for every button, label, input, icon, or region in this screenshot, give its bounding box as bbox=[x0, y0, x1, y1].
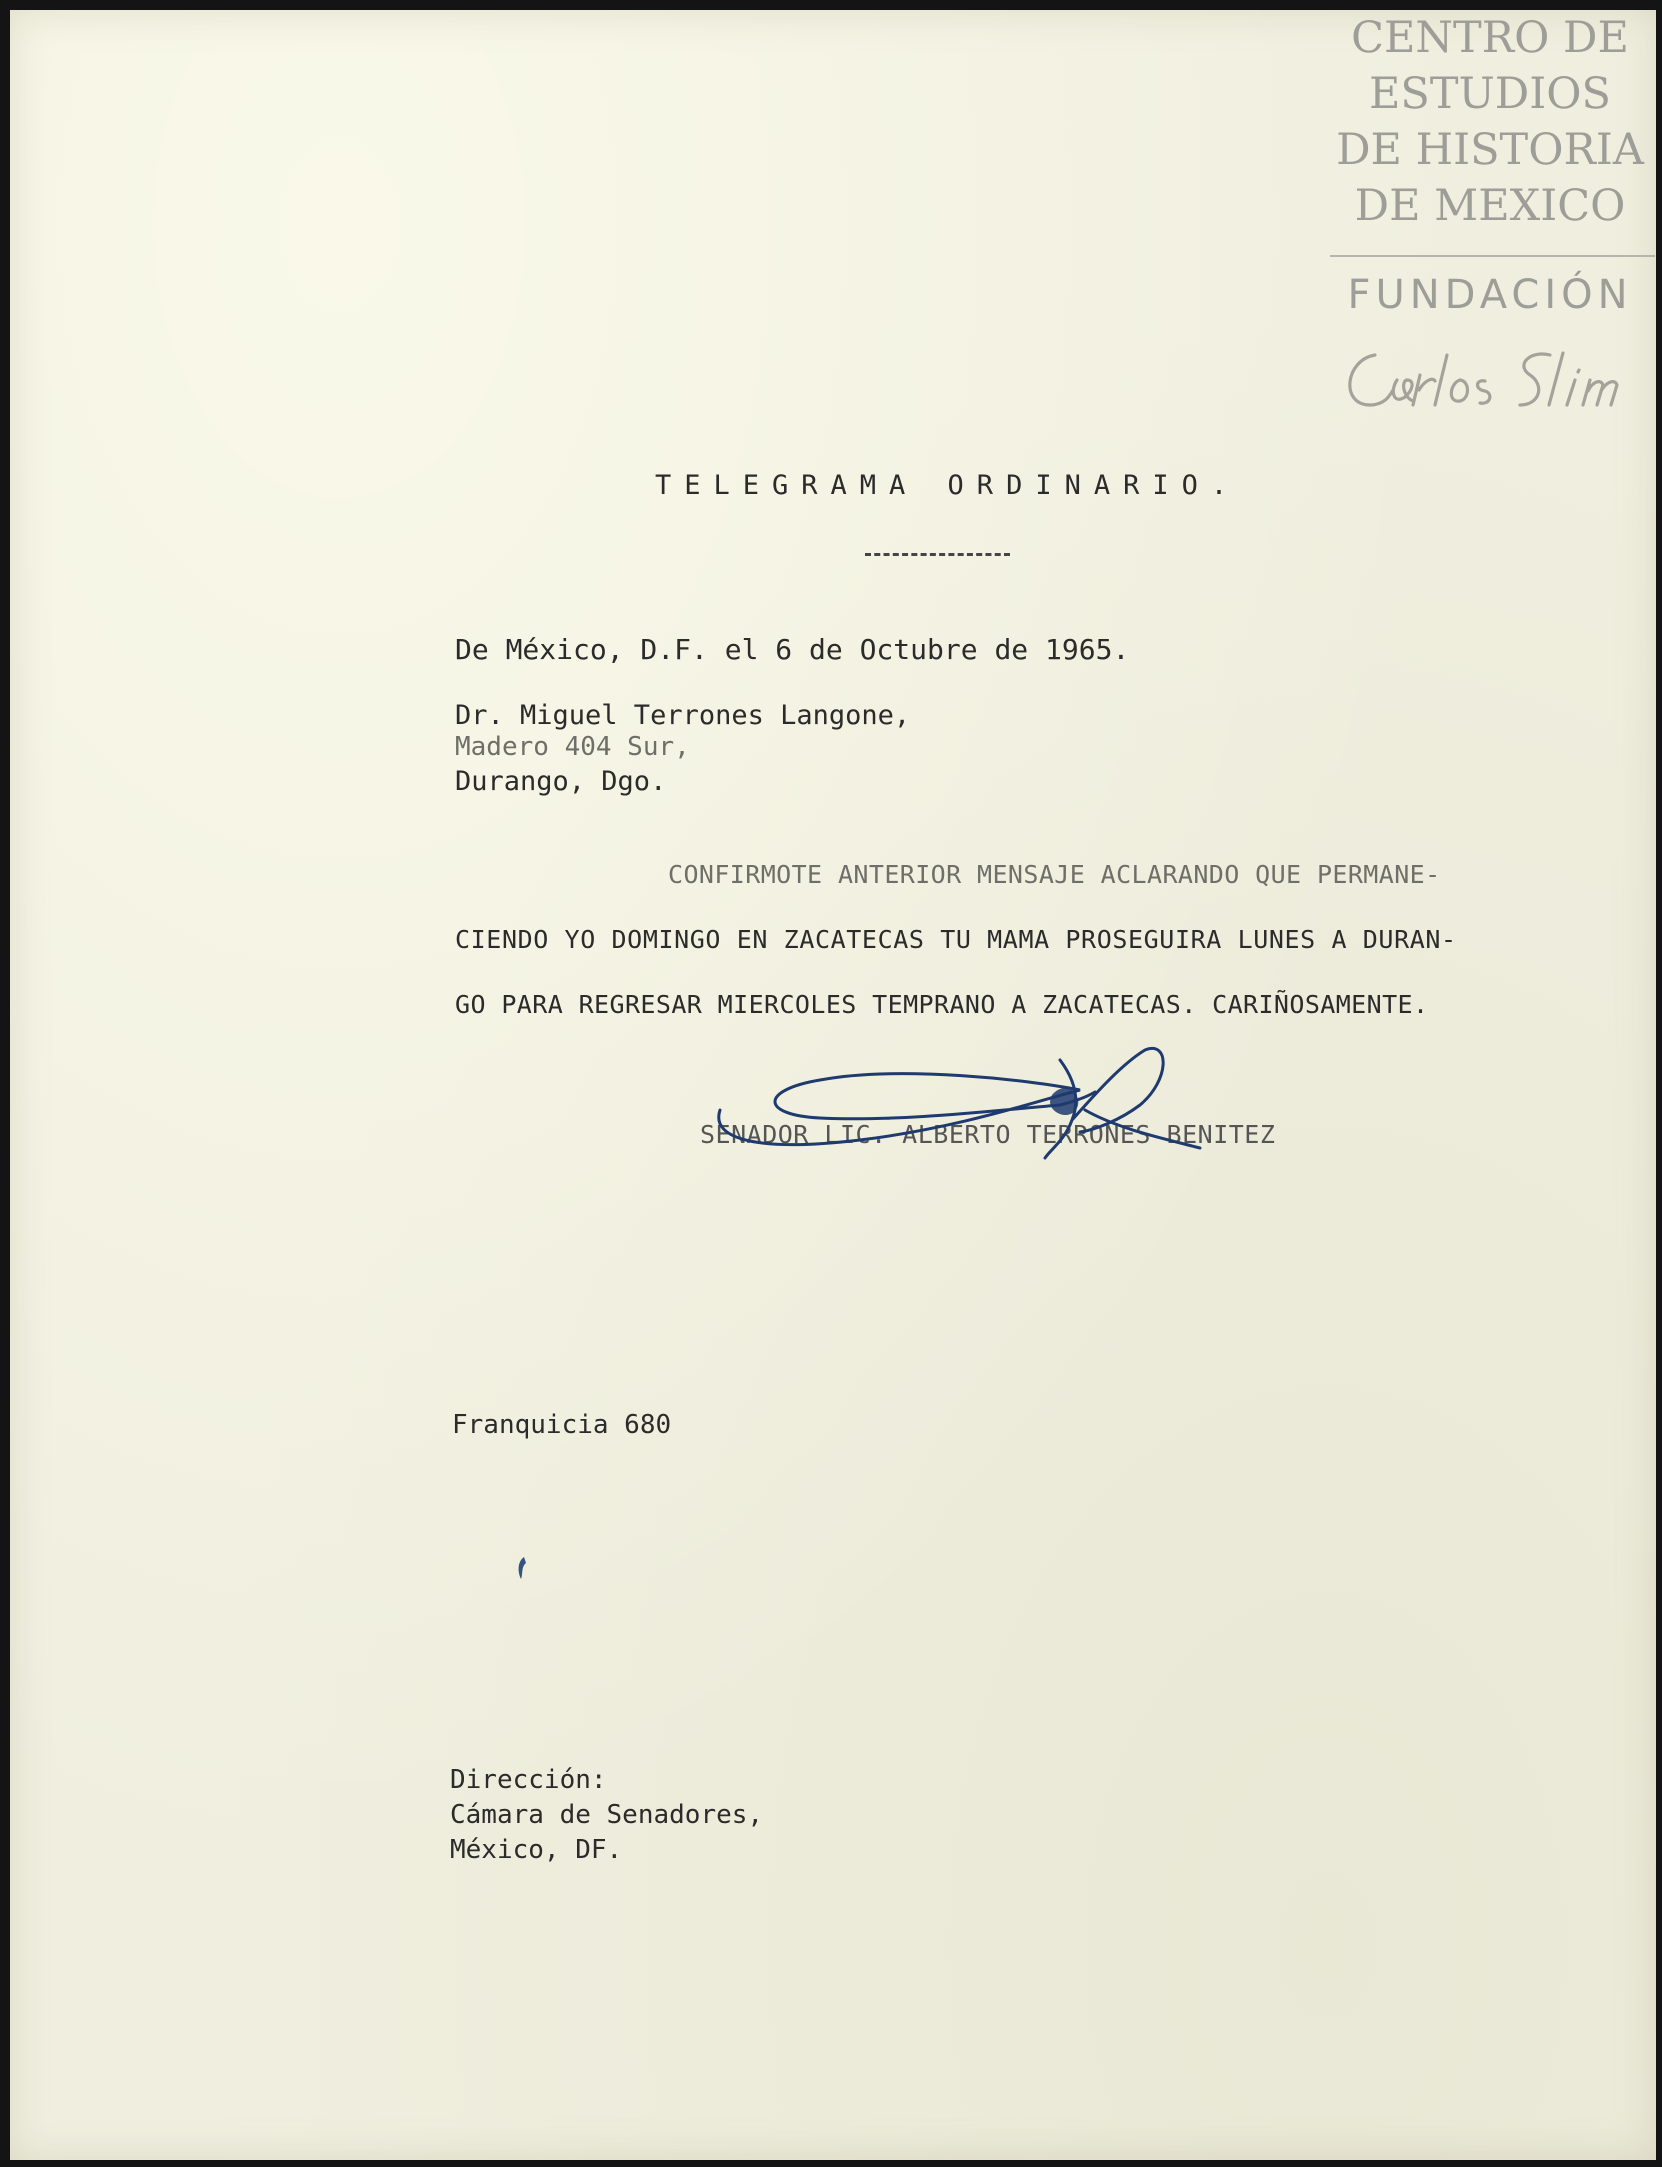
recipient-city: Durango, Dgo. bbox=[455, 766, 667, 797]
signer-name: SENADOR LIC. ALBERTO TERRONES BENITEZ bbox=[700, 1120, 1276, 1149]
message-line-2: CIENDO YO DOMINGO EN ZACATECAS TU MAMA PROSEGUIRA LUNES A DURAN- bbox=[455, 925, 1457, 954]
recipient-name: Dr. Miguel Terrones Langone, bbox=[455, 700, 911, 731]
ink-blot-mark bbox=[515, 1555, 529, 1581]
handwritten-signature bbox=[700, 1040, 1260, 1190]
telegram-title: TELEGRAMA ORDINARIO. bbox=[655, 470, 1241, 501]
stamp-line-4: DE MEXICO bbox=[1354, 181, 1626, 231]
stamp-divider bbox=[1330, 255, 1655, 257]
stamp-signature-logo bbox=[1335, 335, 1662, 425]
message-line-1: CONFIRMOTE ANTERIOR MENSAJE ACLARANDO QUE PERMANE- bbox=[668, 860, 1441, 889]
date-line: De México, D.F. el 6 de Octubre de 1965. bbox=[455, 633, 1130, 666]
message-line-3: GO PARA REGRESAR MIERCOLES TEMPRANO A ZACATECAS. CARIÑOSAMENTE. bbox=[455, 990, 1429, 1019]
sender-address-line-1: Cámara de Senadores, bbox=[450, 1800, 764, 1830]
stamp-line-2: ESTUDIOS bbox=[1369, 69, 1611, 119]
sender-address-label: Dirección: bbox=[450, 1765, 607, 1795]
title-underline bbox=[865, 553, 1010, 556]
recipient-street: Madero 404 Sur, bbox=[455, 732, 690, 762]
stamp-foundation: FUNDACIÓN bbox=[1347, 272, 1633, 318]
franchise-number: Franquicia 680 bbox=[452, 1410, 672, 1440]
sender-address-line-2: México, DF. bbox=[450, 1835, 623, 1865]
stamp-line-3: DE HISTORIA bbox=[1336, 125, 1644, 175]
stamp-line-1: CENTRO DE bbox=[1351, 13, 1629, 63]
archive-watermark-stamp bbox=[1325, 10, 1655, 410]
